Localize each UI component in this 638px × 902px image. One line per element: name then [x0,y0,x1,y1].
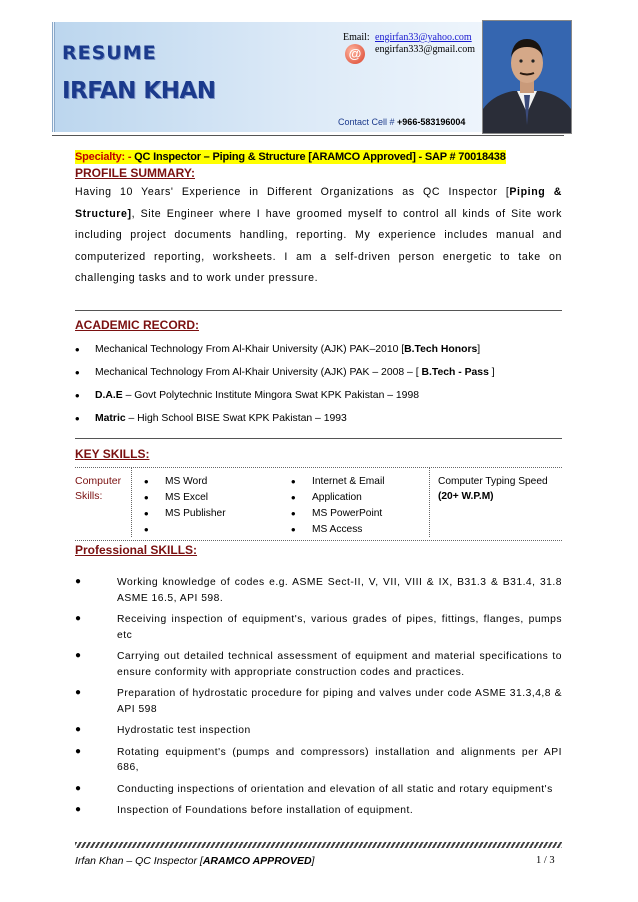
academic-item-degree: D.A.E [95,390,123,401]
typing-speed-value: (20+ W.P.M) [438,491,494,502]
skill-item [144,522,284,538]
academic-item-text-end: – High School BISE Swat KPK Pakistan – 1993 [125,413,347,424]
skills-divider-left [131,467,132,537]
academic-record-title: ACADEMIC RECORD: [75,318,199,332]
contact-number: +966-583196004 [397,117,466,127]
profile-divider [75,310,562,311]
skills-divider-right [429,467,430,537]
email-secondary: engirfan333@gmail.com [375,44,476,55]
specialty-label: Specialty: - [75,151,132,163]
key-skills-title: KEY SKILLS: [75,447,150,461]
candidate-name: IRFAN KHAN [62,78,216,104]
resume-heading: RESUME [62,42,157,64]
professional-skill-item: ● Receiving inspection of equipment's, various grades of pipes, fittings, flanges, pumps etc [75,612,562,643]
academic-item [75,363,562,386]
professional-skill-item: ● Rotating equipment's (pumps and compressors) installation and alignments per API 686, [75,745,562,776]
skill-item: • MS Publisher [144,506,284,522]
academic-item-text-end: ] [477,344,481,355]
specialty-value: QC Inspector – Piping & Structure [ARAMCO Approved] - SAP # 70018438 [131,151,506,163]
email-label: Email: [343,32,370,43]
academic-item [75,340,562,363]
academic-item-degree: Matric [95,413,126,424]
skill-item: • Internet & Email [291,474,431,490]
profile-summary-title: PROFILE SUMMARY: [75,166,195,180]
computer-skills-label [75,474,130,504]
academic-item-text-end: – Govt Polytechnic Institute Mingora Swat KPK Pakistan – 1998 [122,390,420,401]
header-rule [52,135,564,136]
skills-column-1 [144,474,284,538]
academic-item-degree: B.Tech Honors [404,344,478,355]
key-skills-bottom-border [75,540,562,541]
professional-skills-list [75,575,562,819]
profile-summary-text [75,182,562,290]
professional-skill-item: ● Preparation of hydrostatic procedure for piping and valves under code ASME 31.3,4,8 & API 598 [75,686,562,717]
academic-item-degree: B.Tech - Pass [421,367,489,378]
profile-text-part2: , Site Engineer where I have groomed myself to control all kinds of Site work including project documents handling, reporting. My experience includes manual and computerized reporting, worksheets. I am a self-driven person energetic to take on challenging tasks and to work under pressure. [75,207,562,285]
key-skills-top-border [75,467,562,468]
profile-photo-illustration [483,21,571,133]
professional-skill-item: ● Carrying out detailed technical assessment of equipment and material specifications to ensure conformity with appropriate construction codes and practices. [75,649,562,680]
skill-item: • MS Access [291,522,431,538]
academic-item-text: Mechanical Technology From Al-Khair University (AJK) PAK – 2008 – [ [95,367,422,378]
skill-item: • MS PowerPoint [291,506,431,522]
computer-skills-label-text: Computer Skills: [75,475,122,502]
specialty-line [75,150,506,164]
typing-speed-label: Computer Typing Speed [438,476,548,487]
profile-photo [482,20,572,134]
typing-speed [438,474,548,504]
academic-item-text-end: ] [488,367,495,378]
professional-skill-item: ● Inspection of Foundations before installation of equipment. [75,803,562,819]
academic-item [75,409,562,432]
skills-column-2 [291,474,431,538]
professional-skill-item: ● Working knowledge of codes e.g. ASME Sect-II, V, VII, VIII & IX, B31.3 & B31.4, 31.8 ASME 16.5, API 598. [75,575,562,606]
professional-skill-item: ● Conducting inspections of orientation and elevation of all static and rotary equipment's [75,782,562,798]
skill-item: • MS Excel [144,490,284,506]
academic-list [75,340,562,432]
contact-label: Contact Cell # [338,117,395,127]
footer-rule [75,842,562,848]
footer-title-bold: ARAMCO APPROVED [202,855,312,867]
academic-divider [75,438,562,439]
skill-item: • MS Word [144,474,284,490]
footer-title [75,855,314,867]
skill-item: • Application [291,490,431,506]
academic-item [75,386,562,409]
academic-item-text: Mechanical Technology From Al-Khair University (AJK) PAK–2010 [ [95,344,405,355]
professional-skills-title: Professional SKILLS: [75,543,198,557]
professional-skill-item: ● Hydrostatic test inspection [75,723,562,739]
page-number: 1 / 3 [536,855,555,866]
footer-title-end: ] [311,855,315,867]
profile-text-bold: Piping & Structure] [75,186,562,220]
email-at-icon: @ [345,44,365,64]
email-primary-link[interactable]: engirfan33@yahoo.com [375,32,472,43]
profile-text-part1: Having 10 Years' Experience in Different Organizations as QC Inspector [ [75,186,510,198]
footer-title-text: Irfan Khan – QC Inspector [ [75,855,203,867]
contact-cell [338,117,465,127]
